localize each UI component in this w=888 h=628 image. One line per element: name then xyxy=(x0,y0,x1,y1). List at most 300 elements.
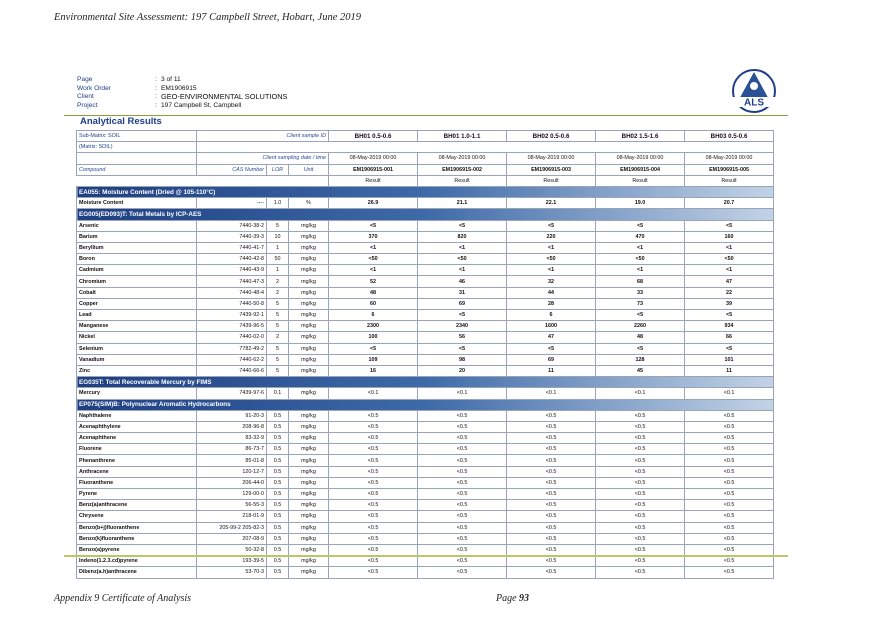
result-value: 31 xyxy=(418,287,507,298)
unit-value: mg/kg xyxy=(289,310,329,321)
result-value: <0.5 xyxy=(418,433,507,444)
lor-value: 0.5 xyxy=(267,421,289,432)
result-value: <1 xyxy=(507,242,596,253)
group-header-row xyxy=(77,377,774,388)
result-value: <0.5 xyxy=(685,522,774,533)
lor-value: 0.5 xyxy=(267,500,289,511)
result-value: <0.5 xyxy=(418,444,507,455)
result-value: <0.5 xyxy=(507,477,596,488)
result-value: <1 xyxy=(418,265,507,276)
result-value: <0.5 xyxy=(685,410,774,421)
result-value: <0.5 xyxy=(507,567,596,578)
result-value: <0.5 xyxy=(596,522,685,533)
table-row xyxy=(77,421,774,432)
result-value: 46 xyxy=(418,276,507,287)
result-value: <0.5 xyxy=(596,500,685,511)
meta-separator: : xyxy=(155,93,157,101)
unit-value: mg/kg xyxy=(289,343,329,354)
unit-value: mg/kg xyxy=(289,354,329,365)
table-row xyxy=(77,567,774,578)
table-row xyxy=(77,433,774,444)
table-row xyxy=(77,310,774,321)
unit-value: mg/kg xyxy=(289,489,329,500)
compound-name: Cadmium xyxy=(77,265,197,276)
result-value: <0.5 xyxy=(329,477,418,488)
table-row xyxy=(77,522,774,533)
section-title: Analytical Results xyxy=(80,116,162,127)
unit-value: mg/kg xyxy=(289,455,329,466)
result-value: <0.5 xyxy=(329,433,418,444)
compound-name: Acenaphthylene xyxy=(77,421,197,432)
unit-value: mg/kg xyxy=(289,544,329,555)
cas-number: 207-08-9 xyxy=(197,533,267,544)
cas-number: 56-55-3 xyxy=(197,500,267,511)
compound-name: Beryllium xyxy=(77,242,197,253)
result-value: 68 xyxy=(596,276,685,287)
result-value: 26.9 xyxy=(329,198,418,209)
result-value: <0.5 xyxy=(596,433,685,444)
result-value: <0.5 xyxy=(418,511,507,522)
lor-value: 2 xyxy=(267,276,289,287)
result-value: <0.5 xyxy=(685,556,774,567)
table-row xyxy=(77,444,774,455)
compound-name: Moisture Content xyxy=(77,198,197,209)
lor-value: 0.5 xyxy=(267,433,289,444)
result-value: <0.5 xyxy=(507,544,596,555)
result-value: 11 xyxy=(685,365,774,376)
table-row xyxy=(77,466,774,477)
lor-value: 0.5 xyxy=(267,466,289,477)
lor-value: 0.5 xyxy=(267,444,289,455)
lab-id: EM1906915-001 xyxy=(329,164,418,175)
result-value: <5 xyxy=(418,310,507,321)
compound-name: Selenium xyxy=(77,343,197,354)
cas-number: 7440-02-0 xyxy=(197,332,267,343)
result-header: Result xyxy=(596,175,685,186)
result-value: <5 xyxy=(329,220,418,231)
result-value: <0.5 xyxy=(685,567,774,578)
compound-name: Boron xyxy=(77,254,197,265)
result-value: <50 xyxy=(596,254,685,265)
compound-name: Nickel xyxy=(77,332,197,343)
lor-value: 0.5 xyxy=(267,522,289,533)
result-value: 66 xyxy=(685,332,774,343)
result-value: 44 xyxy=(507,287,596,298)
compound-name: Benzo(b+j)fluoranthene xyxy=(77,522,197,533)
result-value: <0.5 xyxy=(685,433,774,444)
unit-value: mg/kg xyxy=(289,365,329,376)
result-value: <1 xyxy=(329,242,418,253)
result-value: 101 xyxy=(685,354,774,365)
result-value: 19.0 xyxy=(596,198,685,209)
unit-value: mg/kg xyxy=(289,433,329,444)
compound-name: Barium xyxy=(77,231,197,242)
table-row xyxy=(77,533,774,544)
meta-separator: : xyxy=(155,84,157,92)
cas-number: 7440-50-8 xyxy=(197,298,267,309)
result-value: 100 xyxy=(329,332,418,343)
page-number: 93 xyxy=(519,593,530,604)
result-value: <0.5 xyxy=(507,500,596,511)
result-value: <0.5 xyxy=(685,533,774,544)
table-row xyxy=(77,254,774,265)
table-row xyxy=(77,556,774,567)
lor-value: 0.1 xyxy=(267,388,289,399)
unit-value: mg/kg xyxy=(289,410,329,421)
meta-label: Client xyxy=(77,93,94,101)
result-value: <0.1 xyxy=(596,388,685,399)
meta-value: 3 of 11 xyxy=(161,76,181,83)
unit-value: % xyxy=(289,198,329,209)
result-value: <0.5 xyxy=(685,455,774,466)
cas-number: 7440-41-7 xyxy=(197,242,267,253)
result-value: <0.5 xyxy=(596,421,685,432)
result-value: <0.5 xyxy=(685,444,774,455)
result-value: <0.5 xyxy=(596,511,685,522)
result-header: Result xyxy=(685,175,774,186)
result-value: <0.5 xyxy=(418,489,507,500)
result-value: <0.5 xyxy=(507,556,596,567)
table-row xyxy=(77,544,774,555)
page-label: Page xyxy=(496,593,517,604)
result-value: <1 xyxy=(507,265,596,276)
cas-number: 7440-43-9 xyxy=(197,265,267,276)
result-value: <0.5 xyxy=(685,477,774,488)
result-value: 6 xyxy=(507,310,596,321)
group-title: EA055: Moisture Content (Dried @ 105-110°C) xyxy=(77,186,774,197)
lor-value: 1.0 xyxy=(267,198,289,209)
unit-value: mg/kg xyxy=(289,287,329,298)
cas-number: 120-12-7 xyxy=(197,466,267,477)
table-row xyxy=(77,265,774,276)
unit-value: mg/kg xyxy=(289,421,329,432)
unit-value: mg/kg xyxy=(289,477,329,488)
blank-cell xyxy=(77,153,197,164)
cas-number: 83-32-9 xyxy=(197,433,267,444)
result-value: <1 xyxy=(685,265,774,276)
result-value: 39 xyxy=(685,298,774,309)
results-table xyxy=(76,130,774,579)
result-value: 22 xyxy=(685,287,774,298)
result-value: <0.5 xyxy=(596,544,685,555)
result-value: 128 xyxy=(596,354,685,365)
compound-name: Benzo(k)fluoranthene xyxy=(77,533,197,544)
table-row xyxy=(77,321,774,332)
result-value: 98 xyxy=(418,354,507,365)
result-value: 2260 xyxy=(596,321,685,332)
unit-value: mg/kg xyxy=(289,466,329,477)
result-value: 820 xyxy=(418,231,507,242)
cas-number: 129-00-0 xyxy=(197,489,267,500)
result-value: 220 xyxy=(507,231,596,242)
lor-value: 0.5 xyxy=(267,544,289,555)
result-value: 470 xyxy=(596,231,685,242)
meta-row xyxy=(77,76,287,85)
meta-value: GEO-ENVIRONMENTAL SOLUTIONS xyxy=(161,92,288,102)
compound-name: Benzo(a)pyrene xyxy=(77,544,197,555)
result-value: 32 xyxy=(507,276,596,287)
table-row xyxy=(77,343,774,354)
result-value: <0.5 xyxy=(418,466,507,477)
lab-id: EM1906915-003 xyxy=(507,164,596,175)
result-value: <0.5 xyxy=(507,444,596,455)
lor-value: 5 xyxy=(267,310,289,321)
result-value: <0.5 xyxy=(507,455,596,466)
unit-value: mg/kg xyxy=(289,231,329,242)
compound-name: Pyrene xyxy=(77,489,197,500)
lor-value: 0.5 xyxy=(267,477,289,488)
cas-number: 7440-38-2 xyxy=(197,220,267,231)
result-value: <0.1 xyxy=(329,388,418,399)
header-row-sampling-date xyxy=(77,153,774,164)
result-value: 20.7 xyxy=(685,198,774,209)
lor-value: 0.5 xyxy=(267,556,289,567)
result-value: <0.1 xyxy=(507,388,596,399)
result-value: <0.5 xyxy=(329,410,418,421)
table-row xyxy=(77,477,774,488)
lor-value: 0.5 xyxy=(267,511,289,522)
result-value: 69 xyxy=(507,354,596,365)
result-value: <0.5 xyxy=(329,522,418,533)
result-value: 48 xyxy=(329,287,418,298)
result-value: <0.5 xyxy=(507,433,596,444)
meta-separator: : xyxy=(155,76,157,83)
result-value: <0.5 xyxy=(329,511,418,522)
lor-value: 2 xyxy=(267,332,289,343)
meta-label: Page xyxy=(77,76,93,83)
result-value: <0.5 xyxy=(596,410,685,421)
result-value: <0.5 xyxy=(418,410,507,421)
result-value: <50 xyxy=(685,254,774,265)
unit-value: mg/kg xyxy=(289,242,329,253)
result-value: 2340 xyxy=(418,321,507,332)
result-value: 60 xyxy=(329,298,418,309)
result-value: <5 xyxy=(418,343,507,354)
result-value: <0.5 xyxy=(418,477,507,488)
result-value: <5 xyxy=(596,220,685,231)
compound-name: Fluorene xyxy=(77,444,197,455)
cas-number: ---- xyxy=(197,198,267,209)
header-row-matrix xyxy=(77,142,774,153)
compound-name: Naphthalene xyxy=(77,410,197,421)
result-value: <0.5 xyxy=(507,522,596,533)
lab-id: EM1906915-005 xyxy=(685,164,774,175)
compound-name: Anthracene xyxy=(77,466,197,477)
unit-value: mg/kg xyxy=(289,276,329,287)
cas-number: 7782-49-2 xyxy=(197,343,267,354)
result-value: <0.5 xyxy=(329,466,418,477)
result-value: 48 xyxy=(596,332,685,343)
result-value: 52 xyxy=(329,276,418,287)
meta-label: Work Order xyxy=(77,84,111,92)
result-value: <5 xyxy=(507,220,596,231)
result-value: 16 xyxy=(329,365,418,376)
table-row xyxy=(77,220,774,231)
sample-id: BH02 1.5-1.6 xyxy=(596,131,685,142)
table-row xyxy=(77,388,774,399)
cas-number: 206-44-0 xyxy=(197,477,267,488)
result-value: <0.5 xyxy=(596,556,685,567)
result-value: <0.5 xyxy=(596,489,685,500)
sample-id: BH03 0.5-0.6 xyxy=(685,131,774,142)
compound-name: Indeno(1.2.3.cd)pyrene xyxy=(77,556,197,567)
table-row xyxy=(77,298,774,309)
lor-value: 5 xyxy=(267,321,289,332)
table-row xyxy=(77,365,774,376)
table-row xyxy=(77,489,774,500)
compound-name: Chromium xyxy=(77,276,197,287)
result-value: 69 xyxy=(418,298,507,309)
lor-value: 5 xyxy=(267,354,289,365)
result-value: <0.5 xyxy=(418,544,507,555)
result-value: 20 xyxy=(418,365,507,376)
sampling-date: 08-May-2019 00:00 xyxy=(418,153,507,164)
result-value: <0.5 xyxy=(329,489,418,500)
table-row xyxy=(77,332,774,343)
sampling-date: 08-May-2019 00:00 xyxy=(329,153,418,164)
result-value: <5 xyxy=(329,343,418,354)
table-row xyxy=(77,231,774,242)
table-row xyxy=(77,276,774,287)
unit-value: mg/kg xyxy=(289,567,329,578)
lor-value: 10 xyxy=(267,231,289,242)
result-value: <0.5 xyxy=(329,455,418,466)
result-value: 33 xyxy=(596,287,685,298)
meta-separator: : xyxy=(155,101,157,109)
result-value: <0.5 xyxy=(418,533,507,544)
cas-number: 193-39-5 xyxy=(197,556,267,567)
logo-text: ALS xyxy=(744,97,764,109)
compound-name: Phenanthrene xyxy=(77,455,197,466)
result-value: <0.5 xyxy=(507,533,596,544)
client-sample-id-label: Client sample ID xyxy=(197,131,329,142)
result-value: <5 xyxy=(418,220,507,231)
result-value: 370 xyxy=(329,231,418,242)
result-header: Result xyxy=(418,175,507,186)
bottom-rule xyxy=(64,555,788,557)
result-value: 1600 xyxy=(507,321,596,332)
result-value: 11 xyxy=(507,365,596,376)
result-value: <0.5 xyxy=(596,567,685,578)
lor-value: 0.5 xyxy=(267,567,289,578)
lor-value: 5 xyxy=(267,365,289,376)
unit-value: mg/kg xyxy=(289,332,329,343)
compound-header: Compound xyxy=(77,164,197,175)
group-header-row xyxy=(77,209,774,220)
result-value: <0.5 xyxy=(685,544,774,555)
result-value: 109 xyxy=(329,354,418,365)
result-value: <0.5 xyxy=(329,544,418,555)
result-value: <5 xyxy=(507,343,596,354)
result-value: <0.5 xyxy=(507,421,596,432)
compound-name: Chrysene xyxy=(77,511,197,522)
result-value: <50 xyxy=(329,254,418,265)
unit-value: mg/kg xyxy=(289,254,329,265)
result-value: 160 xyxy=(685,231,774,242)
result-value: <0.5 xyxy=(418,500,507,511)
result-value: 2300 xyxy=(329,321,418,332)
result-value: <0.5 xyxy=(507,466,596,477)
top-rule xyxy=(64,115,788,116)
result-value: <0.5 xyxy=(507,410,596,421)
compound-name: Acenaphthene xyxy=(77,433,197,444)
result-value: 73 xyxy=(596,298,685,309)
table-row xyxy=(77,410,774,421)
als-logo xyxy=(731,68,777,114)
meta-label: Project xyxy=(77,101,98,109)
result-header: Result xyxy=(329,175,418,186)
unit-value: mg/kg xyxy=(289,265,329,276)
sampling-date: 08-May-2019 00:00 xyxy=(507,153,596,164)
result-value: 47 xyxy=(685,276,774,287)
unit-value: mg/kg xyxy=(289,444,329,455)
result-value: <0.5 xyxy=(596,444,685,455)
table-row xyxy=(77,455,774,466)
result-value: <0.5 xyxy=(418,556,507,567)
cas-number: 208-96-8 xyxy=(197,421,267,432)
result-value: <5 xyxy=(685,310,774,321)
lor-value: 0.5 xyxy=(267,533,289,544)
group-title: EP075(SIM)B: Polynuclear Aromatic Hydrocarbons xyxy=(77,399,774,410)
result-value: <0.5 xyxy=(685,500,774,511)
sub-matrix-label: Sub-Matrix: SOIL xyxy=(79,133,121,140)
group-title: EG005(ED093)T: Total Metals by ICP-AES xyxy=(77,209,774,220)
sample-id: BH01 0.5-0.6 xyxy=(329,131,418,142)
cas-number: 205-99-2 205-82-3 xyxy=(197,522,267,533)
lab-id: EM1906915-004 xyxy=(596,164,685,175)
compound-name: Fluoranthene xyxy=(77,477,197,488)
result-value: <0.5 xyxy=(596,466,685,477)
cas-number: 7440-39-3 xyxy=(197,231,267,242)
result-value: <5 xyxy=(685,343,774,354)
result-value: <50 xyxy=(418,254,507,265)
cas-number: 7440-47-3 xyxy=(197,276,267,287)
result-value: 28 xyxy=(507,298,596,309)
cas-number: 7439-96-5 xyxy=(197,321,267,332)
result-value: <0.5 xyxy=(685,421,774,432)
compound-name: Mercury xyxy=(77,388,197,399)
result-value: <1 xyxy=(685,242,774,253)
compound-name: Copper xyxy=(77,298,197,309)
result-value: <0.5 xyxy=(596,477,685,488)
result-value: <50 xyxy=(507,254,596,265)
result-value: <0.5 xyxy=(329,500,418,511)
unit-value: mg/kg xyxy=(289,220,329,231)
lor-header: LOR xyxy=(267,164,289,175)
result-value: <1 xyxy=(418,242,507,253)
header-row-sample-id xyxy=(77,131,774,142)
result-value: <0.5 xyxy=(685,511,774,522)
lor-value: 5 xyxy=(267,343,289,354)
table-row xyxy=(77,511,774,522)
cas-number: 218-01-9 xyxy=(197,511,267,522)
header-row-columns xyxy=(77,164,774,175)
unit-value: mg/kg xyxy=(289,388,329,399)
sample-id: BH01 1.0-1.1 xyxy=(418,131,507,142)
result-value: <1 xyxy=(329,265,418,276)
lor-value: 0.5 xyxy=(267,455,289,466)
cas-number: 50-32-8 xyxy=(197,544,267,555)
result-value: <0.5 xyxy=(507,489,596,500)
unit-value: mg/kg xyxy=(289,298,329,309)
meta-row xyxy=(77,102,287,111)
group-header-row xyxy=(77,186,774,197)
lor-value: 1 xyxy=(267,242,289,253)
table-row xyxy=(77,354,774,365)
result-value: <0.5 xyxy=(685,489,774,500)
result-value: <1 xyxy=(596,242,685,253)
result-value: <0.5 xyxy=(418,455,507,466)
